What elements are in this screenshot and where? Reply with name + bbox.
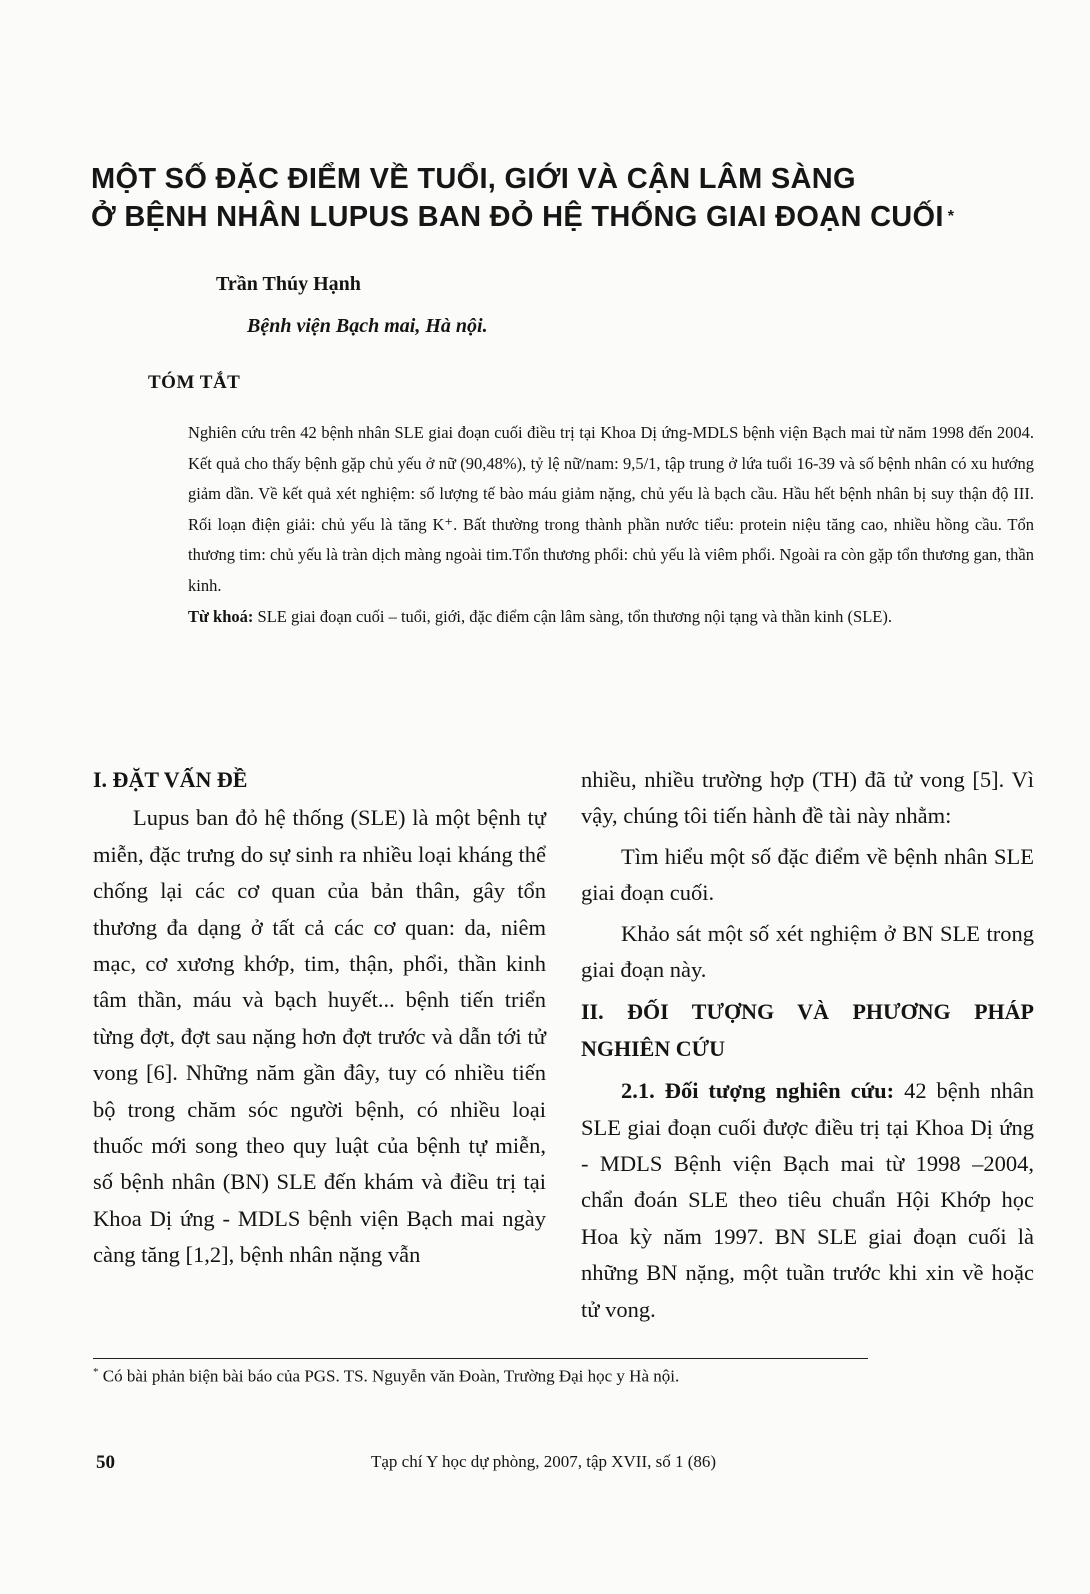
title-footnote-marker: * [947, 208, 955, 225]
title-line-1: MỘT SỐ ĐẶC ĐIỂM VỀ TUỔI, GIỚI VÀ CẬN LÂM SÀNG [91, 163, 856, 195]
section-2-1-heading: 2.1. Đối tượng nghiên cứu: [621, 1078, 895, 1104]
journal-citation: Tạp chí Y học dự phòng, 2007, tập XVII, số 1 (86) [371, 1452, 717, 1471]
author-affiliation: Bệnh viện Bạch mai, Hà nội. [247, 315, 488, 337]
section-1-heading: I. ĐẶT VẤN ĐỀ [93, 767, 248, 792]
section-2-1-text: 42 bệnh nhân SLE giai đoạn cuối được điều trị tại Khoa Dị ứng - MDLS Bệnh viện Bạch mai từ 1998 –2004, chẩn đoán SLE theo tiêu chuẩn Hội Khớp học Hoa kỳ năm 1997. BN SLE giai đoạn cuối là những BN nặng, một tuần trước khi xin về hoặc tử vong. [581, 1078, 1034, 1322]
title-line-2-text: Ở BỆNH NHÂN LUPUS BAN ĐỎ HỆ THỐNG GIAI ĐOẠN CUỐI [91, 201, 944, 233]
footnote-rule [93, 1358, 868, 1359]
section-1-paragraph-continued: nhiều, nhiều trường hợp (TH) đã tử vong [5]. Vì vậy, chúng tôi tiến hành đề tài này nhằm: [581, 767, 1034, 829]
footnote-marker: * [93, 1366, 99, 1378]
section-2-heading: II. ĐỐI TƯỢNG VÀ PHƯƠNG PHÁP NGHIÊN CỨU [581, 999, 1034, 1061]
footnote-text: Có bài phản biện bài báo của PGS. TS. Nguyễn văn Đoàn, Trường Đại học y Hà nội. [98, 1366, 680, 1386]
footnote [93, 1366, 679, 1387]
aim-1: Tìm hiểu một số đặc điểm về bệnh nhân SLE giai đoạn cuối. [581, 843, 1034, 906]
keywords-label: Từ khoá: [188, 606, 254, 626]
title-line-2 [91, 198, 1051, 236]
abstract-heading: TÓM TẮT [148, 372, 241, 393]
abstract-keywords [188, 602, 1034, 633]
abstract-body: Nghiên cứu trên 42 bệnh nhân SLE giai đoạn cuối điều trị tại Khoa Dị ứng-MDLS bệnh viện Bạch mai từ năm 1998 đến 2004. Kết quả cho thấy bệnh gặp chủ yếu ở nữ (90,48%), tỷ lệ nữ/nam: 9,5/1, tập trung ở lứa tuổi 16-39 và số bệnh nhân có xu hướng giảm dần. Về kết quả xét nghiệm: số lượng tế bào máu giảm nặng, chủ yếu là bạch cầu. Hầu hết bệnh nhân bị suy thận độ III. Rối loạn điện giải: chủ yếu là tăng K⁺. Bất thường trong thành phần nước tiểu: protein niệu tăng cao, nhiều hồng cầu. Tổn thương tim: chủ yếu là tràn dịch màng ngoài tim.Tổn thương phổi: chủ yếu là viêm phổi. Ngoài ra còn gặp tổn thương gan, thần kinh. [188, 423, 1034, 595]
section-1-paragraph: Lupus ban đỏ hệ thống (SLE) là một bệnh tự miễn, đặc trưng do sự sinh ra nhiều loại kháng thể chống lại các cơ quan của bản thân, gây tổn thương đa dạng ở tất cả các cơ quan: da, niêm mạc, cơ xương khớp, tim, thận, phổi, thần kinh tâm thần, máu và bạch huyết... bệnh tiến triển từng đợt, đợt sau nặng hơn đợt trước và dẫn tới tử vong [6]. Những năm gần đây, tuy có nhiều tiến bộ trong chăm sóc người bệnh, có nhiều loại thuốc mới song theo quy luật của bệnh tự miễn, số bệnh nhân (BN) SLE đến khám và điều trị tại Khoa Dị ứng - MDLS bệnh viện Bạch mai ngày càng tăng [1,2], bệnh nhân nặng vẫn [93, 805, 546, 1268]
author-name: Trần Thúy Hạnh [216, 273, 361, 295]
keywords-text: SLE giai đoạn cuối – tuổi, giới, đặc điểm cận lâm sàng, tổn thương nội tạng và thần kinh (SLE). [253, 606, 893, 626]
page-number: 50 [96, 1452, 115, 1473]
abstract-block [188, 418, 1034, 632]
aim-2: Khảo sát một số xét nghiệm ở BN SLE trong giai đoạn này. [581, 920, 1034, 983]
right-column [581, 762, 1034, 1328]
left-column [93, 762, 546, 1274]
article-title [91, 160, 1051, 236]
section-2-1-paragraph [581, 1073, 1034, 1328]
